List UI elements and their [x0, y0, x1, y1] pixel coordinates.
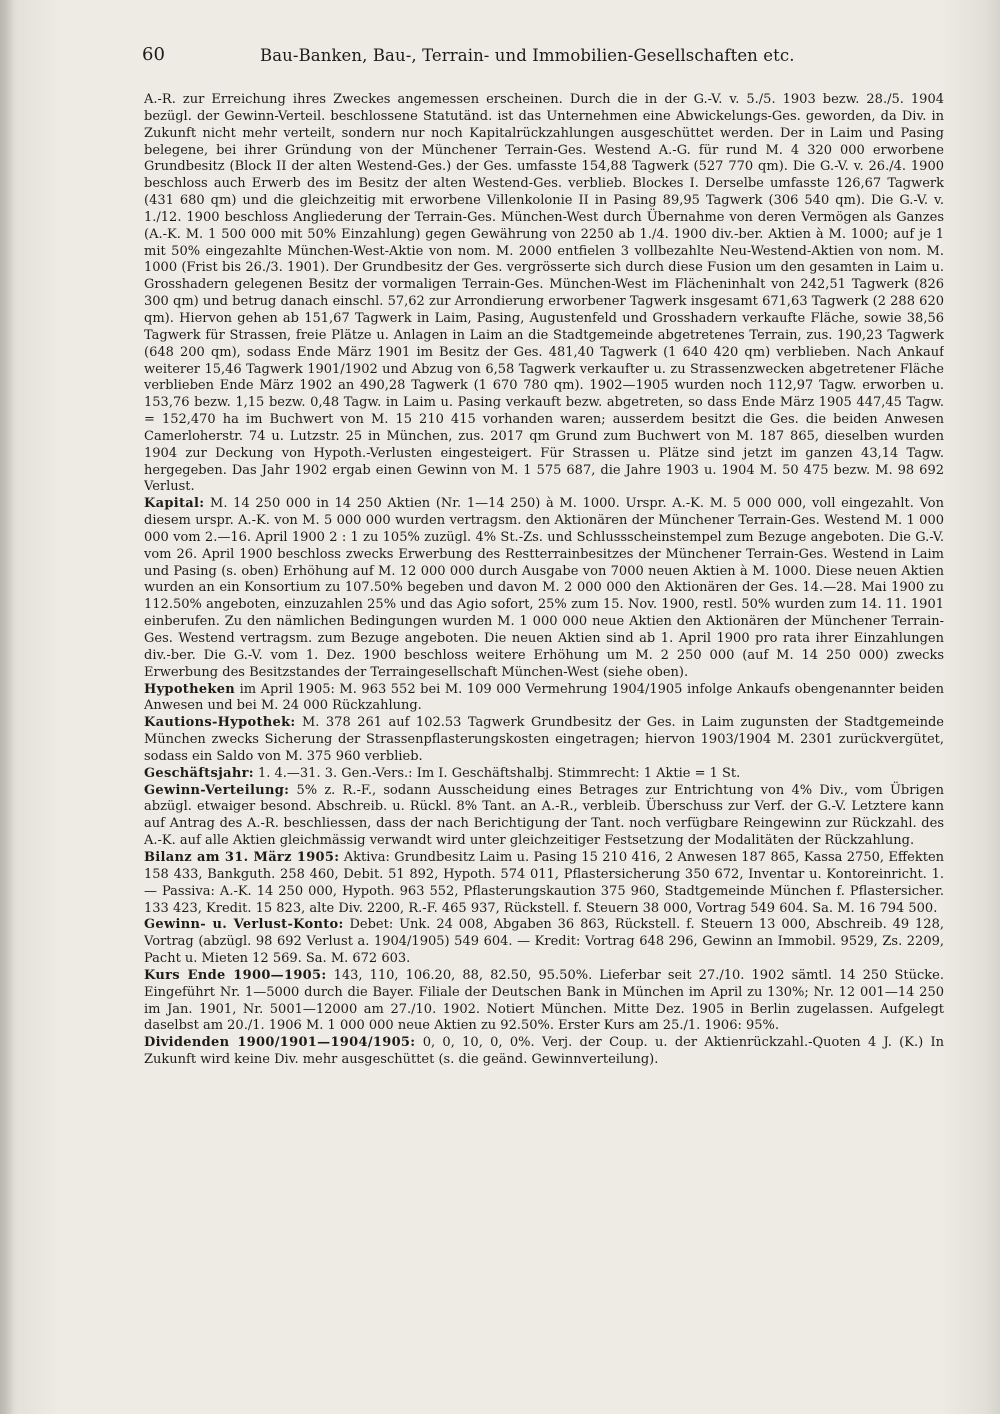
paragraph-label: Gewinn- u. Verlust-Konto: — [144, 917, 344, 933]
paragraph-kapital — [144, 496, 944, 681]
paragraph-label: Geschäftsjahr: — [144, 765, 254, 781]
paragraph-text: 5% z. R.-F., sodann Ausscheidung eines Betrages zur Entrichtung von 4% Div., vom Übrigen abzügl. etwaiger besond. Abschreib. u. Rückl. 8% Tant. an A.-R., verbleib. Überschuss zur Verf. der G.-V. Letztere kann auf Antrag des A.-R. beschliessen, dass der nach Berichtigung der Tant. noch verfügbare Reingewinn zur Rückzahl. des A.-K. auf alle Aktien gleichmässig verwandt wird unter gleichzeitiger Festsetzung der Modalitäten der Rückzahlung. — [144, 782, 944, 849]
paragraph-label: Gewinn-Verteilung: — [144, 782, 290, 798]
page-number: 60 — [142, 44, 165, 65]
paragraph-label: Kapital: — [144, 496, 205, 512]
paragraph-text: Aktiva: Grundbesitz Laim u. Pasing 15 210 416, 2 Anwesen 187 865, Kassa 2750, Effekten 158 433, Bankguth. 258 460, Debit. 51 892, Hypoth. 574 011, Pflastersicherung 350 672, Inventar u. Kontoreinricht. 1. — Passiva: A.-K. 14 250 000, Hypoth. 963 552, Pflasterungskaution 375 960, Stadtgemeinde München f. Pflastersicher. 133 423, Kredit. 15 823, alte Div. 2200, R.-F. 465 937, Rückstell. f. Steuern 38 000, Vortrag 549 604. Sa. M. 16 794 500. — [144, 849, 944, 916]
paragraph-bilanz — [144, 850, 944, 917]
paragraph-intro — [144, 92, 944, 496]
running-title: Bau-Banken, Bau-, Terrain- und Immobilien-Gesellschaften etc. — [260, 46, 795, 65]
body-text — [144, 92, 944, 1412]
paragraph-gewinn-verteilung — [144, 783, 944, 850]
paragraph-text: A.-R. zur Erreichung ihres Zweckes angemessen erscheinen. Durch die in der G.-V. v. 5./5. 1903 bezw. 28./5. 1904 bezügl. der Gewinn-Verteil. beschlossene Statutänd. ist das Unternehmen eine Abwickelungs-Ges. geworden, da Div. in Zukunft nicht mehr verteilt, sondern nur noch Kapitalrückzahlungen ausgeschüttet werden. Der in Laim und Pasing belegene, bei ihrer Gründung von der Münchener Terrain-Ges. Westend A.-G. für rund M. 4 320 000 erworbene Grundbesitz (Block II der alten Westend-Ges.) der Ges. umfasste 154,88 Tagwerk (527 770 qm). Die G.-V. v. 26./4. 1900 beschloss auch Erwerb des im Besitz der alten Westend-Ges. verblieb. Blockes I. Derselbe umfasste 126,67 Tagwerk (431 680 qm) und die gleichzeitig mit erworbene Villenkolonie II in Pasing 89,95 Tagwerk (306 540 qm). Die G.-V. v. 1./12. 1900 beschloss Angliederung der Terrain-Ges. München-West durch Übernahme von deren Vermögen als Ganzes (A.-K. M. 1 500 000 mit 50% Einzahlung) gegen Gewährung von 2250 ab 1./4. 1900 div.-ber. Aktien à M. 1000; auf je 1 mit 50% eingezahlte München-West-Aktie von nom. M. 2000 entfielen 3 vollbezahlte Neu-Westend-Aktien von nom. M. 1000 (Frist bis 26./3. 1901). Der Grundbesitz der Ges. vergrösserte sich durch diese Fusion um den gesamten in Laim u. Grosshadern gelegenen Besitz der vormaligen Terrain-Ges. München-West im Flächeninhalt von 242,51 Tagwerk (826 300 qm) und betrug danach einschl. 57,62 zur Arrondierung erworbener Tagwerk insgesamt 671,63 Tagwerk (2 288 620 qm). Hiervon gehen ab 151,67 Tagwerk in Laim, Pasing, Augustenfeld und Grosshadern verkaufte Fläche, sowie 38,56 Tagwerk für Strassen, freie Plätze u. Anlagen in Laim an die Stadtgemeinde abgetretenes Terrain, zus. 190,23 Tagwerk (648 200 qm), sodass Ende März 1901 im Besitz der Ges. 481,40 Tagwerk (1 640 420 qm) verblieben. Nach Ankauf weiterer 15,46 Tagwerk 1901/1902 und Abzug von 6,58 Tagwerk verkaufter u. zu Strassenzwecken abgetretener Fläche verblieben Ende März 1902 an 490,28 Tagwerk (1 670 780 qm). 1902—1905 wurden noch 112,97 Tagw. erworben u. 153,76 bezw. 1,15 bezw. 0,48 Tagw. in Laim u. Pasing verkauft bezw. abgetreten, so dass Ende März 1905 447,45 Tagw. = 152,470 ha im Buchwert von M. 15 210 415 vorhanden waren; ausserdem besitzt die Ges. die beiden Anwesen Camerloherstr. 74 u. Lutzstr. 25 in München, zus. 2017 qm Grund zum Buchwert von M. 187 865, dieselben wurden 1904 zur Deckung von Hypoth.-Verlusten eingesteigert. Für Strassen u. Plätze sind jetzt im ganzen 43,14 Tagw. hergegeben. Das Jahr 1902 ergab einen Gewinn von M. 1 575 687, die Jahre 1903 u. 1904 M. 50 475 bezw. M. 98 692 Verlust. — [144, 92, 944, 495]
paragraph-label: Dividenden 1900/1901—1904/1905: — [144, 1035, 416, 1051]
paragraph-label: Kautions-Hypothek: — [144, 715, 296, 731]
paragraph-kautions-hypothek — [144, 715, 944, 766]
paragraph-label: Hypotheken — [144, 681, 236, 697]
paragraph-dividenden — [144, 1035, 944, 1069]
binding-shadow — [0, 0, 14, 1414]
paragraph-gewinn-verlust-konto — [144, 917, 944, 968]
paragraph-text: 143, 110, 106.20, 88, 82.50, 95.50%. Lieferbar seit 27./10. 1902 sämtl. 14 250 Stücke. Eingeführt Nr. 1—5000 durch die Bayer. Filiale der Deutschen Bank in München im April zu 130%; Nr. 12 001—14 250 im Jan. 1901, Nr. 5001—12000 am 27./10. 1902. Notiert München. Mitte Dez. 1905 in Berlin zugelassen. Aufgelegt daselbst am 20./1. 1906 M. 1 000 000 neue Aktien zu 92.50%. Erster Kurs am 25./1. 1906: 95%. — [144, 967, 944, 1034]
paragraph-text: M. 14 250 000 in 14 250 Aktien (Nr. 1—14 250) à M. 1000. Urspr. A.-K. M. 5 000 000, voll eingezahlt. Von diesem urspr. A.-K. von M. 5 000 000 wurden vertragsm. den Aktionären der Münchener Terrain-Ges. Westend M. 1 000 000 vom 2.—16. April 1900 2 : 1 zu 105% zuzügl. 4% St.-Zs. und Schlussscheinstempel zum Bezuge angeboten. Die G.-V. vom 26. April 1900 beschloss zwecks Erwerbung des Restterrainbesitzes der Münchener Terrain-Ges. Westend in Laim und Pasing (s. oben) Erhöhung auf M. 12 000 000 durch Ausgabe von 7000 neuen Aktien à M. 1000. Diese neuen Aktien wurden an ein Konsortium zu 107.50% begeben und davon M. 2 000 000 den Aktionären der Ges. 14.—28. Mai 1900 zu 112.50% angeboten, einzuzahlen 25% und das Agio sofort, 25% zum 15. Nov. 1900, restl. 50% wurden zum 14. 11. 1901 einberufen. Zu den nämlichen Bedingungen wurden M. 1 000 000 neue Aktien den Aktionären der Münchener Terrain-Ges. Westend vertragsm. zum Bezuge angeboten. Die neuen Aktien sind ab 1. April 1900 pro rata ihrer Einzahlungen div.-ber. Die G.-V. vom 1. Dez. 1900 beschloss weitere Erhöhung um M. 2 250 000 (auf M. 14 250 000) zwecks Erwerbung des Besitzstandes der Terraingesellschaft München-West (siehe oben). — [144, 496, 944, 680]
paragraph-hypotheken — [144, 682, 944, 716]
paragraph-text: Debet: Unk. 24 008, Abgaben 36 863, Rückstell. f. Steuern 13 000, Abschreib. 49 128, Vortrag (abzügl. 98 692 Verlust a. 1904/1905) 549 604. — Kredit: Vortrag 648 296, Gewinn an Immobil. 9529, Zs. 2209, Pacht u. Mieten 12 569. Sa. M. 672 603. — [144, 917, 944, 967]
paragraph-text: im April 1905: M. 963 552 bei M. 109 000 Vermehrung 1904/1905 infolge Ankaufs obengenannter beiden Anwesen und bei M. 24 000 Rückzahlung. — [144, 681, 944, 714]
paragraph-text: M. 378 261 auf 102.53 Tagwerk Grundbesitz der Ges. in Laim zugunsten der Stadtgemeinde München zwecks Sicherung der Strassenpflasterungskosten eingetragen; hiervon 1903/1904 M. 2301 zurückvergütet, sodass ein Saldo von M. 375 960 verblieb. — [144, 715, 944, 764]
paragraph-text: 1. 4.—31. 3. Gen.-Vers.: Im I. Geschäftshalbj. Stimmrecht: 1 Aktie = 1 St. — [257, 765, 741, 781]
paragraph-geschaeftsjahr — [144, 766, 944, 783]
paragraph-label: Bilanz am 31. März 1905: — [144, 849, 340, 865]
page-header — [142, 44, 882, 72]
paragraph-kurs — [144, 968, 944, 1035]
paragraph-label: Kurs Ende 1900—1905: — [144, 967, 327, 983]
paragraph-text: 0, 0, 10, 0, 0%. Verj. der Coup. u. der Aktienrückzahl.-Quoten 4 J. (K.) In Zukunft wird keine Div. mehr ausgeschüttet (s. die geänd. Gewinnverteilung). — [144, 1035, 944, 1068]
